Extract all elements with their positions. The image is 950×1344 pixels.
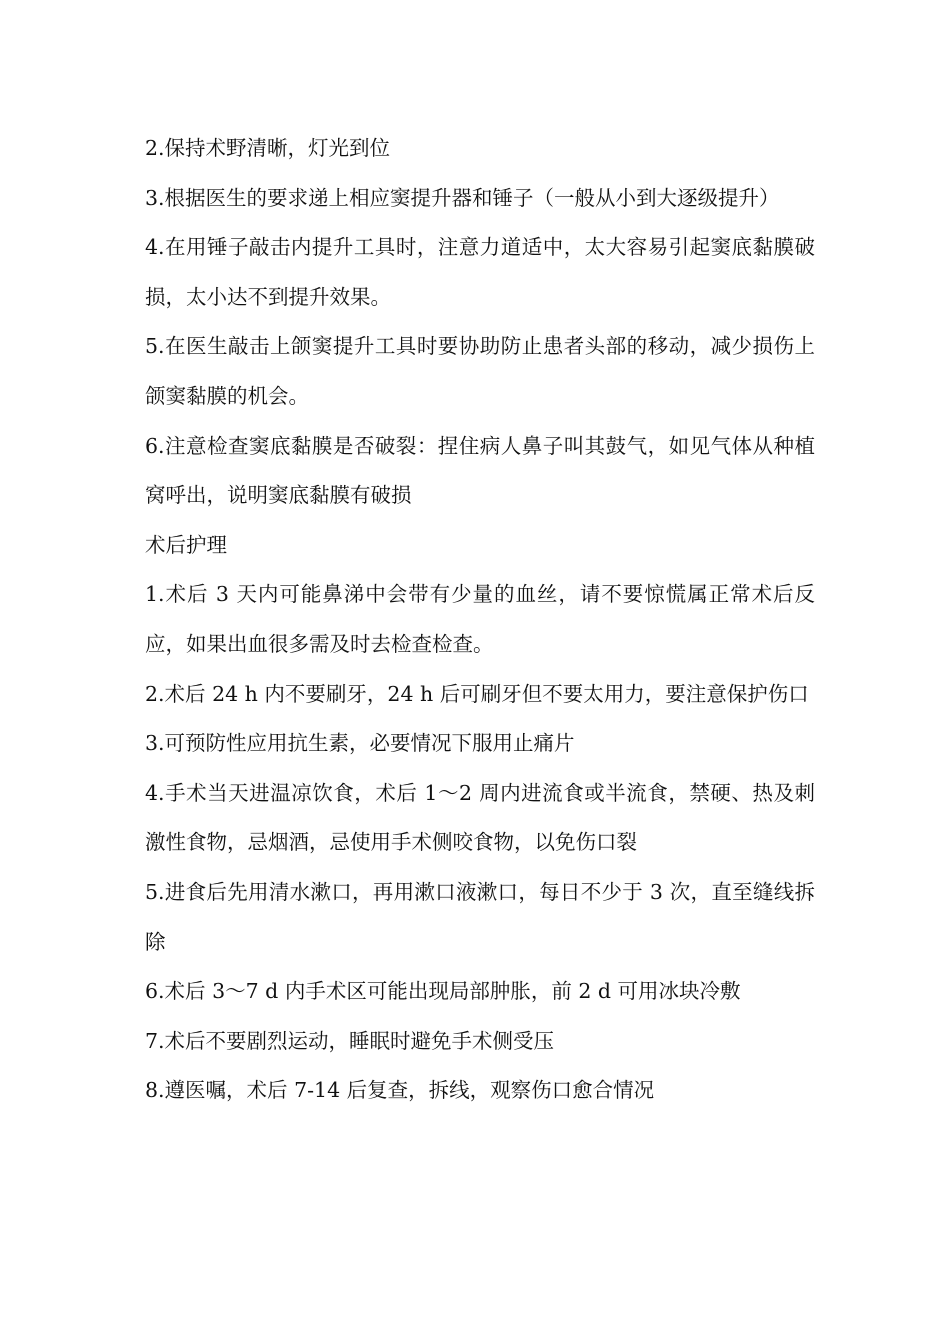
- postop-item-4-diet: 4.手术当天进温凉饮食，术后 1～2 周内进流食或半流食，禁硬、热及刺激性食物，忌烟酒，忌使用手术侧咬食物，以免伤口裂: [145, 780, 815, 855]
- postop-item-8-followup: 8.遵医嘱，术后 7-14 后复查，拆线，观察伤口愈合情况: [145, 1078, 655, 1103]
- postop-item-7-activity: 7.术后不要剧烈运动，睡眠时避免手术侧受压: [145, 1028, 555, 1053]
- section-heading-postoperative-care: 术后护理: [145, 532, 227, 557]
- postop-item-3-medication: 3.可预防性应用抗生素，必要情况下服用止痛片: [145, 731, 575, 756]
- postop-item-5-rinsing: 5.进食后先用清水漱口，再用漱口液漱口，每日不少于 3 次，直至缝线拆除: [145, 879, 815, 954]
- paragraph-item-3-instruments: 3.根据医生的要求递上相应窦提升器和锤子（一般从小到大逐级提升）: [145, 185, 780, 210]
- paragraph-item-4-hammer-force: 4.在用锤子敲击内提升工具时，注意力道适中，太大容易引起窦底黏膜破损，太小达不到提升效果。: [145, 235, 815, 309]
- paragraph-item-6-membrane-check: 6.注意检查窦底黏膜是否破裂：捏住病人鼻子叫其鼓气，如见气体从种植窝呼出，说明窦底黏膜有破损: [145, 433, 815, 508]
- postop-item-1-bleeding: 1.术后 3 天内可能鼻涕中会带有少量的血丝，请不要惊慌属正常术后反应，如果出血很多需及时去检查检查。: [145, 582, 815, 656]
- document-body: [145, 124, 815, 1116]
- paragraph-item-2-lighting: 2.保持术野清晰，灯光到位: [145, 136, 391, 160]
- postop-item-6-swelling: 6.术后 3～7 d 内手术区可能出现局部肿胀，前 2 d 可用冰块冷敷: [145, 979, 741, 1004]
- postop-item-2-brushing: 2.术后 24 h 内不要刷牙，24 h 后可刷牙但不要太用力，要注意保护伤口: [145, 681, 809, 706]
- paragraph-item-5-head-stabilization: 5.在医生敲击上颌窦提升工具时要协助防止患者头部的移动，减少损伤上颌窦黏膜的机会。: [145, 334, 815, 408]
